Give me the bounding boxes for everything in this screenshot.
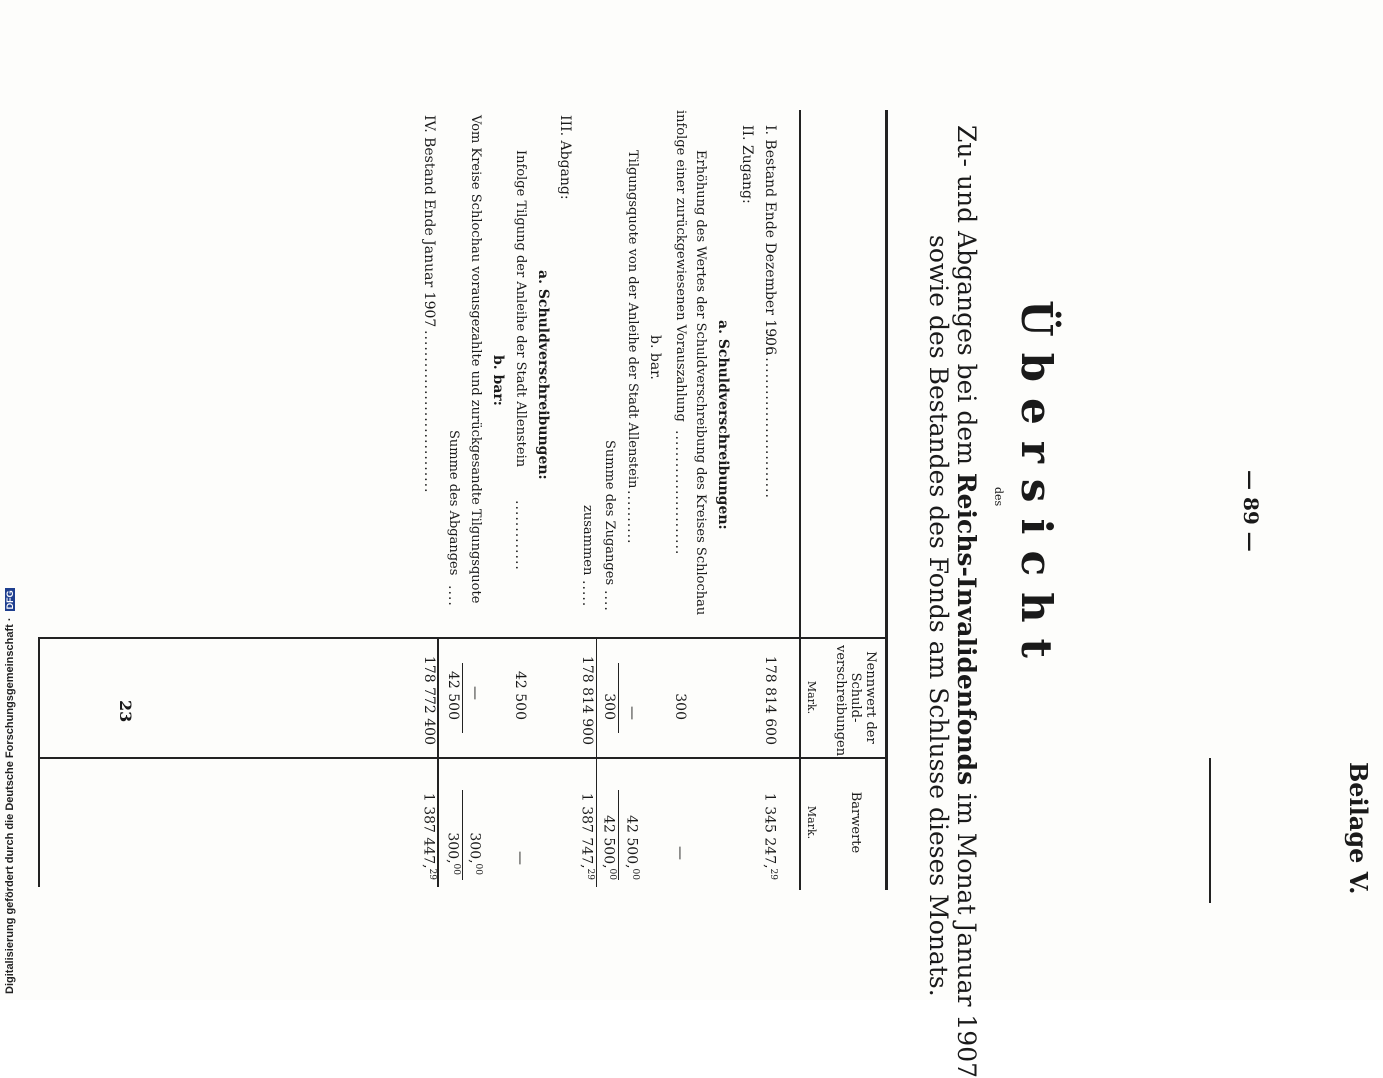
bottom-page-number: 23: [116, 700, 135, 723]
row-label-zugang-schuldverschreibungen: a. Schuldverschreibungen:: [715, 320, 731, 530]
row-label-zugang-bar: b. bar.: [647, 335, 663, 380]
cell-nennwert-7: 178 814 900: [579, 655, 595, 745]
cell-barwert-7: 1 387 747,29: [578, 792, 595, 880]
row-label-tilgungsquote: Tilgungsquote von der Anleihe der Stadt Allenstein: [625, 150, 640, 489]
leader-dots: ..............................: [421, 330, 437, 494]
col-divider-left: [40, 637, 888, 639]
sum-rule-barwert: [618, 790, 619, 880]
col-header-nennwert: Nennwert der Schuld-verschreibungen: [833, 645, 878, 757]
leader-dots: ..........: [624, 490, 640, 545]
document-title: Übersicht: [1012, 300, 1061, 674]
header-bottom-rule: [799, 110, 801, 890]
cell-barwert-14: 1 387 447,29: [420, 792, 437, 880]
cell-nennwert-14: 178 772 400: [421, 655, 437, 745]
digitization-note: Digitalisierung gefördert durch die Deutsche Forschungsgemeinschaft · DFG: [4, 590, 16, 994]
row-label-zusammen: zusammen: [580, 505, 595, 576]
row-label-abgang-bar: b. bar:: [490, 355, 506, 406]
row-label-erhoehung-cont: infolge einer zurückgewiesenen Vorauszahlung: [673, 110, 688, 422]
row-label-abgang: III. Abgang:: [557, 115, 573, 200]
row-label-bestand-januar: IV. Bestand Ende Januar 1907: [421, 115, 437, 328]
sum-rule-barwert: [462, 790, 463, 880]
header-inner-rule: [886, 637, 887, 887]
final-rule: [437, 637, 439, 887]
col-header-barwerte: Barwerte: [848, 791, 863, 854]
row-label-summe-abgang: Summe des Abganges: [446, 430, 461, 576]
cell-nennwert-3: 300: [672, 693, 688, 720]
cell-barwert-3: —: [672, 846, 688, 860]
cell-barwert-0: 1 345 247,29: [761, 792, 778, 880]
col-unit-nennwert: Mark.: [805, 680, 818, 715]
row-label-erhoehung: Erhöhung des Wertes der Schuldverschreibung des Kreises Schlochau: [693, 150, 708, 616]
row-label-abgang-schuldverschreibungen: a. Schuldverschreibungen:: [535, 270, 551, 480]
subtitle-line-1: Zu- und Abganges bei dem Reichs-Invalidenfonds im Monat Januar 1907: [952, 125, 981, 1078]
leader-dots: .......................: [672, 430, 688, 556]
row-label-summe-zugang: Summe des Zuganges: [602, 440, 617, 586]
row-label-infolge-tilgung: Infolge Tilgung der Anleihe der Stadt Allenstein: [513, 150, 528, 468]
cell-barwert-10: —: [512, 851, 528, 865]
leader-dots: ....: [601, 590, 617, 612]
col-unit-barwerte: Mark.: [805, 805, 818, 840]
cell-barwert-12: 300,00: [466, 832, 483, 875]
appendix-underline: [1209, 758, 1211, 903]
cell-nennwert-6: 300: [601, 693, 617, 720]
cell-nennwert-0: 178 814 600: [762, 655, 778, 745]
cell-nennwert-13: 42 500: [445, 671, 461, 720]
leader-dots: .............: [512, 500, 528, 571]
leader-dots: .....: [579, 580, 595, 608]
title-article: des: [992, 487, 1005, 507]
cell-barwert-6: 42 500,00: [600, 815, 617, 880]
cell-barwert-5: 42 500,00: [623, 815, 640, 880]
sum-rule-nennwert: [618, 663, 619, 733]
page-number: — 89 —: [1239, 470, 1263, 552]
cell-nennwert-12: —: [467, 686, 483, 700]
cell-nennwert-10: 42 500: [512, 671, 528, 720]
table-bottom-rule: [38, 637, 40, 887]
dfg-logo: DFG: [5, 590, 15, 610]
row-label-bestand-dezember: I. Bestand Ende Dezember 1906: [762, 125, 778, 355]
row-label-kreis-schlochau: Vom Kreise Schlochau vorausgezahlte und zurückgesandte Tilgungsquote: [468, 115, 483, 604]
sum-rule-nennwert: [462, 663, 463, 733]
cell-barwert-13: 300,00: [444, 832, 461, 875]
cell-nennwert-5: —: [624, 706, 640, 720]
total-rule: [596, 637, 597, 887]
appendix-label: Beilage V.: [1344, 762, 1373, 895]
leader-dots: ...............................: [762, 330, 778, 499]
subtitle-line-2: sowie des Bestandes des Fonds am Schlusse dieses Monats.: [924, 235, 953, 997]
col-divider-right: [40, 757, 888, 759]
leader-dots: ....: [445, 585, 461, 607]
row-label-zugang: II. Zugang:: [739, 125, 755, 204]
